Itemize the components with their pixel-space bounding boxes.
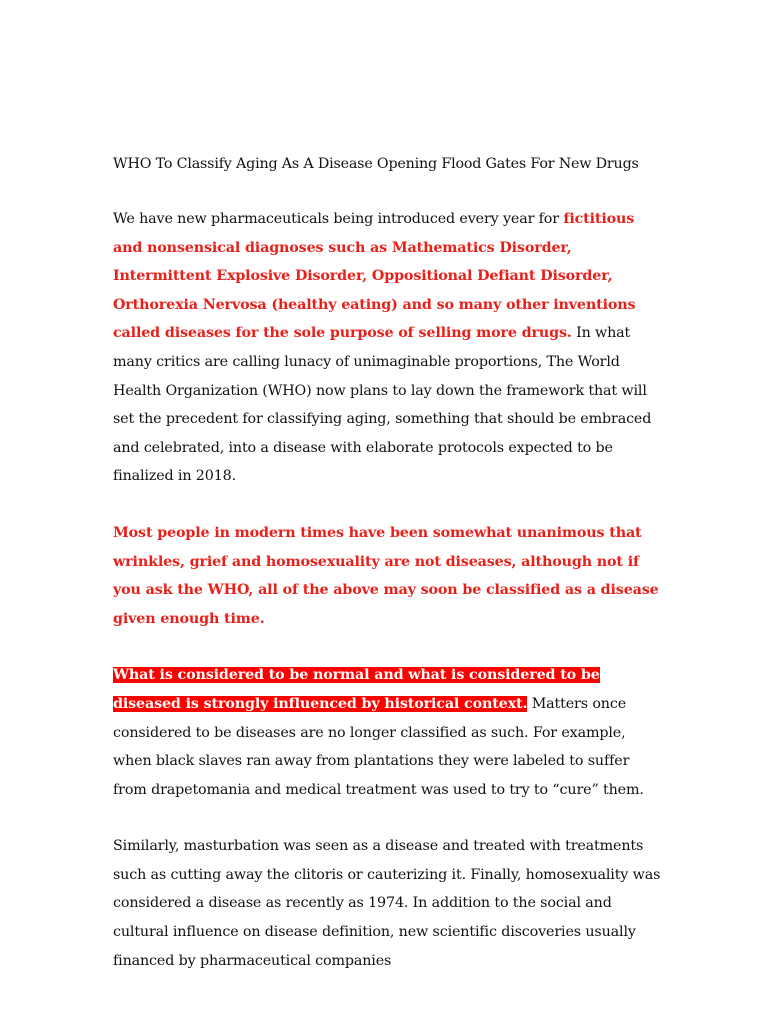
- paragraph-1-text-b: In what many critics are calling lunacy of unimaginable proportions, The World Health Organization (WHO) now plans to lay down the framework that will set the precedent for classifying aging, something that should be embraced and celebrated, into a disease with elaborate protocols expected to be finalized in 2018.: [113, 325, 652, 485]
- paragraph-2: Most people in modern times have been somewhat unanimous that wrinkles, grief and homosexuality are not diseases, although not if you ask the WHO, all of the above may soon be classified as a disease given enough time.: [113, 524, 659, 627]
- document-page: [113, 150, 661, 975]
- paragraph-4: Similarly, masturbation was seen as a disease and treated with treatments such as cutting away the clitoris or cauterizing it. Finally, homosexuality was considered a disease as recently as 1974. In addition to the social and cultural influence on disease definition, new scientific discoveries usually financed by pharmaceutical companies: [113, 838, 661, 969]
- paragraph-3-text: Matters once considered to be diseases are no longer classified as such. For example, when black slaves ran away from plantations they were labeled to suffer from drapetomania and medical treatment was used to try to “cure” them.: [113, 695, 644, 798]
- paragraph-1: [113, 205, 661, 491]
- paragraph-1-red-text: fictitious and nonsensical diagnoses such as Mathematics Disorder, Intermittent Explosive Disorder, Oppositional Defiant Disorder, Orthorexia Nervosa (healthy eating) and so many other inventions called diseases for the sole purpose of selling more drugs.: [113, 211, 636, 342]
- paragraph-3: [113, 661, 661, 804]
- paragraph-1-text-a: We have new pharmaceuticals being introduced every year for: [113, 211, 564, 227]
- paragraph-3-highlight: What is considered to be normal and what is considered to be diseased is strongly influenced by historical context.: [113, 667, 600, 712]
- document-title: WHO To Classify Aging As A Disease Opening Flood Gates For New Drugs: [113, 156, 639, 172]
